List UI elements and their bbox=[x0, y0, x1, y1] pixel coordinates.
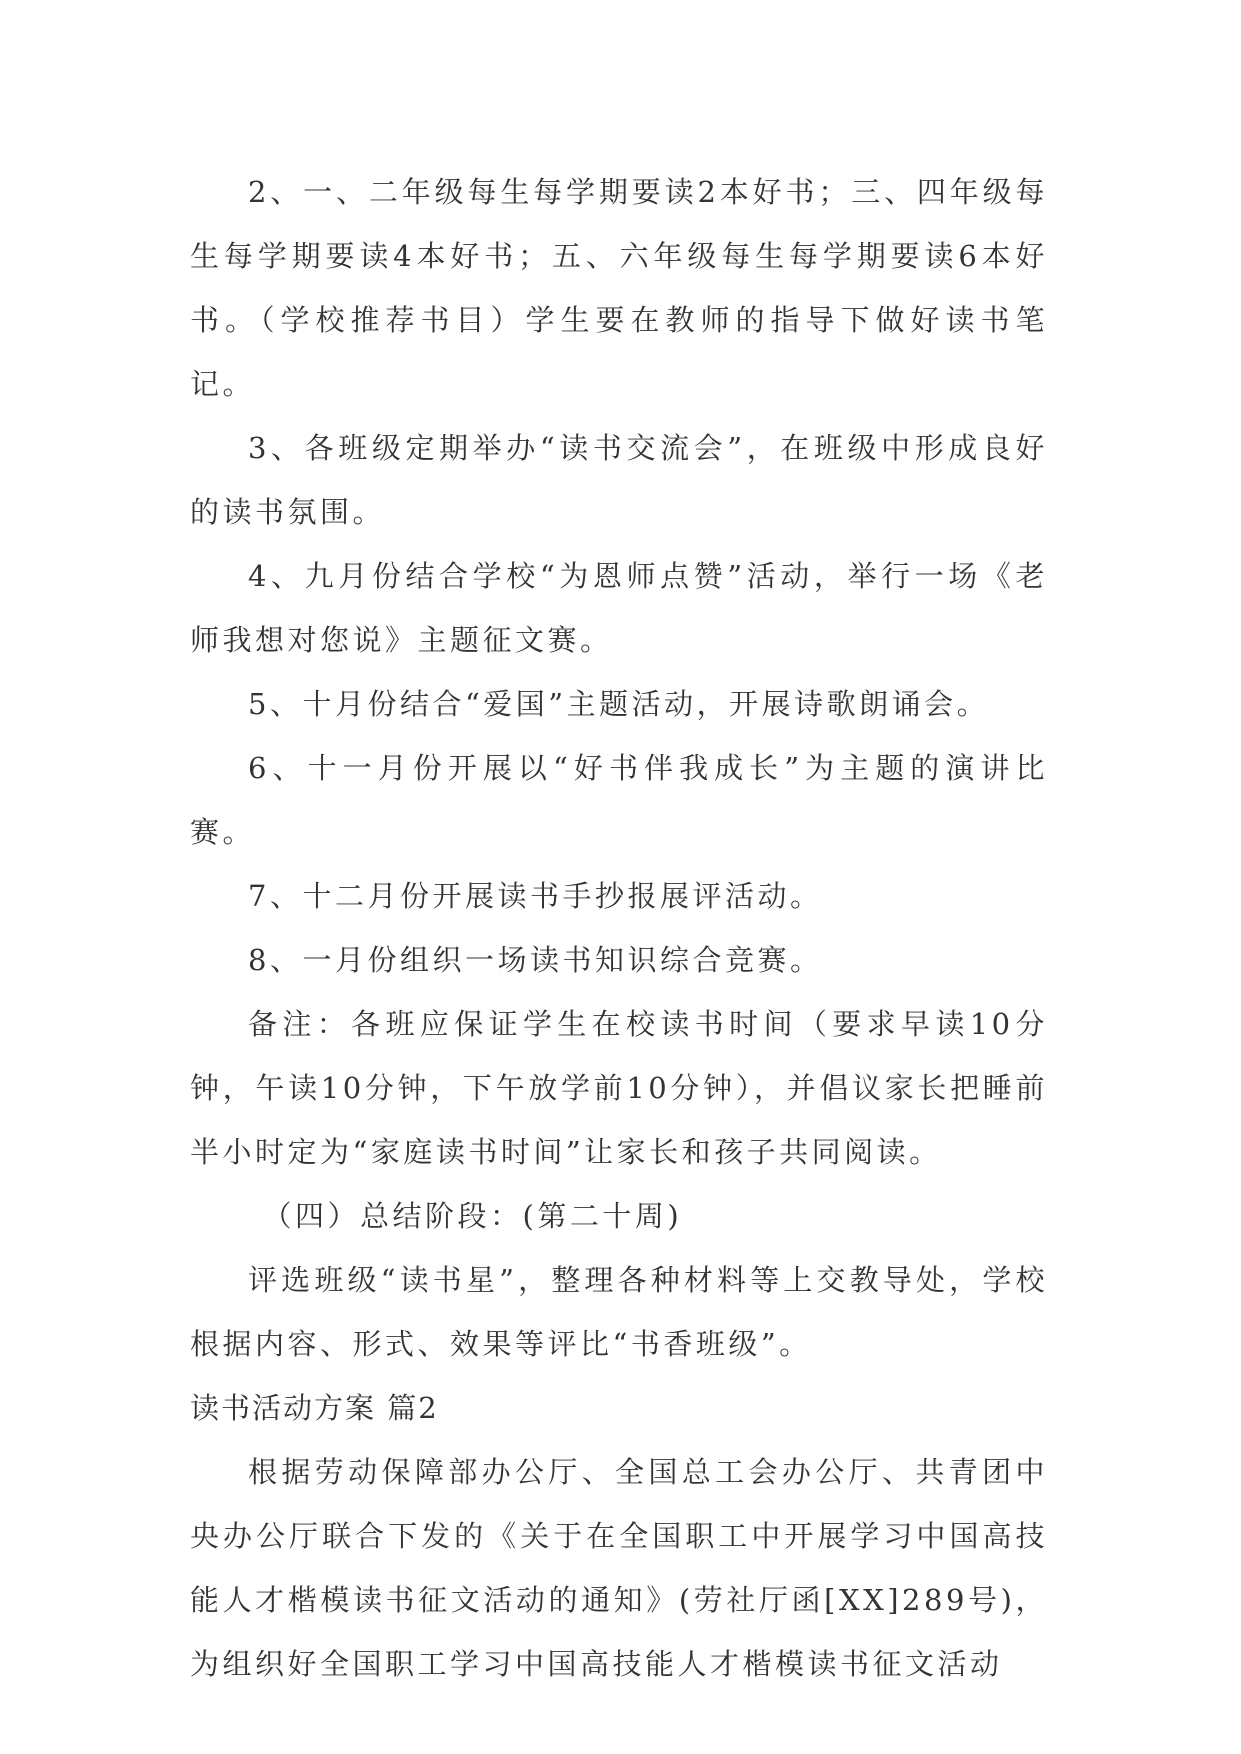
paragraph-summary-stage: （四）总结阶段：(第二十周) bbox=[262, 1199, 683, 1233]
paragraph-reading-quota: 2、一、二年级每生每学期要读2本好书；三、四年级每生每学期要读4本好书；五、六年级每生每学期要读6本好书。（学校推荐书目）学生要在教师的指导下做好读书笔记。 bbox=[190, 175, 1048, 401]
paragraph-evaluation: 评选班级“读书星”，整理各种材料等上交教导处，学校根据内容、形式、效果等评比“书香班级”。 bbox=[190, 1263, 1048, 1361]
paragraph-january-contest: 8、一月份组织一场读书知识综合竞赛。 bbox=[248, 943, 823, 977]
paragraph-october-poetry: 5、十月份结合“爱国”主题活动，开展诗歌朗诵会。 bbox=[248, 687, 990, 721]
paragraph-november-speech: 6、十一月份开展以“好书伴我成长”为主题的演讲比赛。 bbox=[190, 751, 1048, 849]
paragraph-december-posters: 7、十二月份开展读书手抄报展评活动。 bbox=[248, 879, 823, 913]
paragraph-september-essay: 4、九月份结合学校“为恩师点赞”活动，举行一场《老师我想对您说》主题征文赛。 bbox=[190, 559, 1048, 657]
paragraph-reading-exchange: 3、各班级定期举办“读书交流会”，在班级中形成良好的读书氛围。 bbox=[190, 431, 1048, 529]
paragraph-remark: 备注：各班应保证学生在校读书时间（要求早读10分钟，午读10分钟，下午放学前10分钟），并倡议家长把睡前半小时定为“家庭读书时间”让家长和孩子共同阅读。 bbox=[190, 1007, 1048, 1169]
section-heading: 读书活动方案 篇2 bbox=[190, 1391, 439, 1425]
paragraph-notice-intro: 根据劳动保障部办公厅、全国总工会办公厅、共青团中央办公厅联合下发的《关于在全国职工中开展学习中国高技能人才楷模读书征文活动的通知》(劳社厅函[XX]289号)，为组织好全国职工学习中国高技能人才楷模读书征文活动 bbox=[190, 1455, 1048, 1681]
document-body bbox=[190, 160, 1048, 1696]
